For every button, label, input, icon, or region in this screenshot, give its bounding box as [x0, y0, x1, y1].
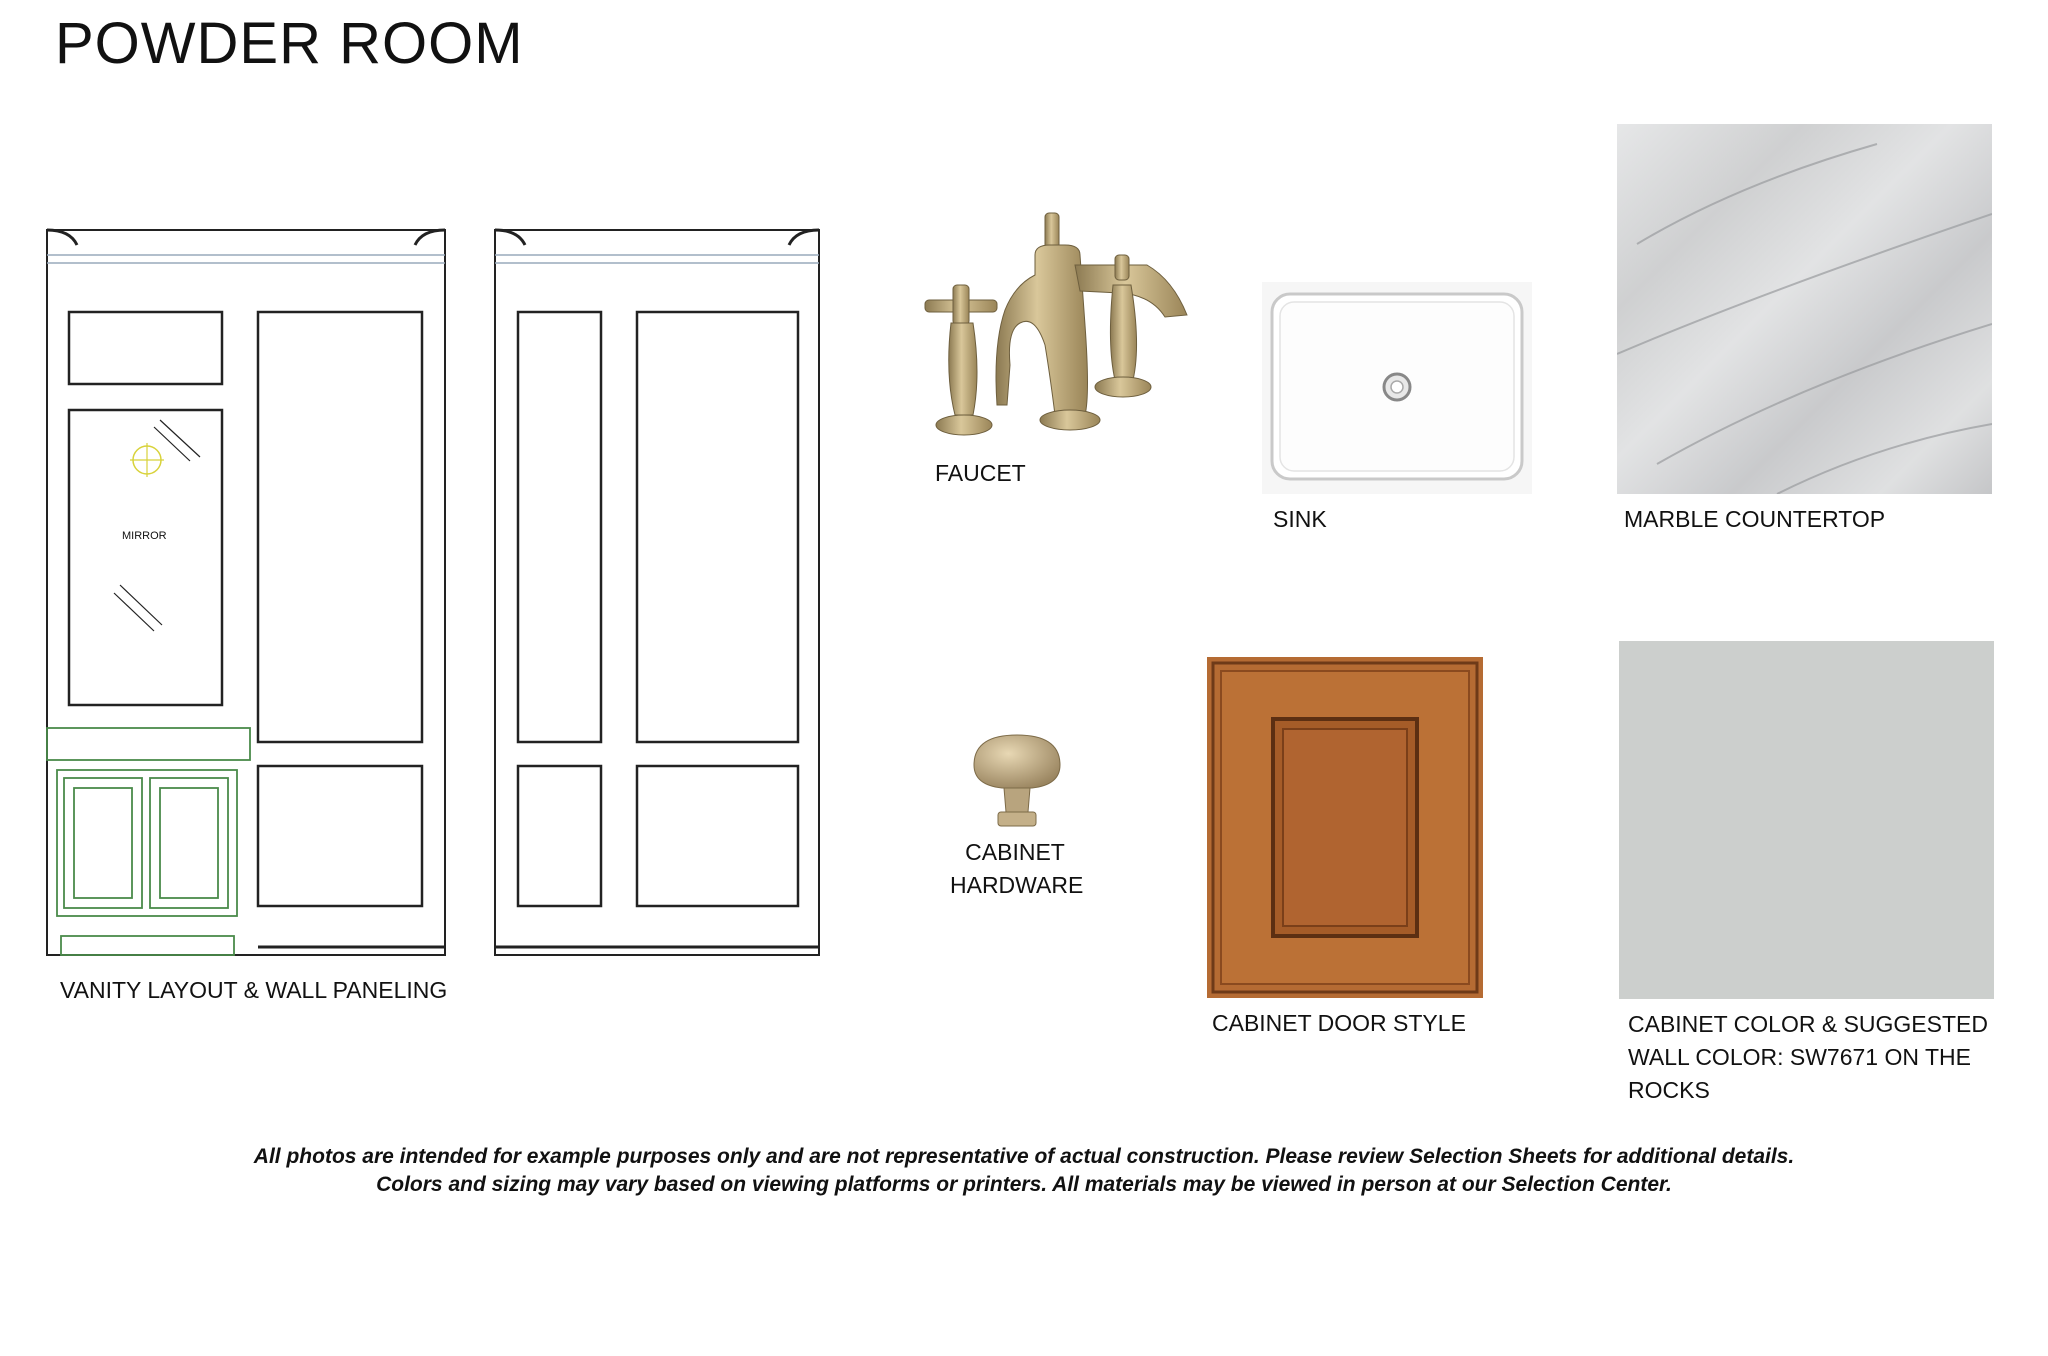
- wall-color-caption-line1: CABINET COLOR & SUGGESTED: [1628, 1011, 1988, 1037]
- wall-color-caption-line2: WALL COLOR: SW7671 ON THE: [1628, 1044, 1971, 1070]
- sink-caption: SINK: [1273, 506, 1327, 532]
- faucet-caption: FAUCET: [935, 460, 1026, 486]
- disclaimer-line2: Colors and sizing may vary based on viewing platforms or printers. All materials may be viewed in person at our Selection Center.: [376, 1173, 1672, 1196]
- wall-color-caption: [1628, 1008, 1988, 1107]
- marble-countertop-swatch: [1617, 124, 1992, 494]
- mirror-label: MIRROR: [122, 530, 167, 542]
- cabinet-knob-image: [962, 730, 1072, 835]
- disclaimer: [0, 1143, 2048, 1199]
- wall-color-swatch: [1619, 641, 1994, 999]
- marble-countertop-caption: MARBLE COUNTERTOP: [1624, 506, 1886, 532]
- cabinet-door-caption: CABINET DOOR STYLE: [1212, 1010, 1466, 1036]
- cabinet-door-image: [1207, 657, 1483, 998]
- faucet-image: [915, 205, 1205, 450]
- cabinet-hardware-caption-line1: CABINET: [965, 839, 1065, 865]
- vanity-caption: VANITY LAYOUT & WALL PANELING: [60, 977, 448, 1003]
- wall-color-caption-line3: ROCKS: [1628, 1077, 1710, 1103]
- cabinet-hardware-caption: [950, 836, 1084, 902]
- vanity-elevation-drawing: [40, 225, 840, 965]
- disclaimer-line1: All photos are intended for example purposes only and are not representative of actual construction. Please review Selection Sheets for additional details.: [253, 1145, 1795, 1168]
- cabinet-hardware-caption-line2: HARDWARE: [950, 872, 1084, 898]
- page-title: POWDER ROOM: [55, 11, 524, 76]
- sink-image: [1262, 282, 1532, 494]
